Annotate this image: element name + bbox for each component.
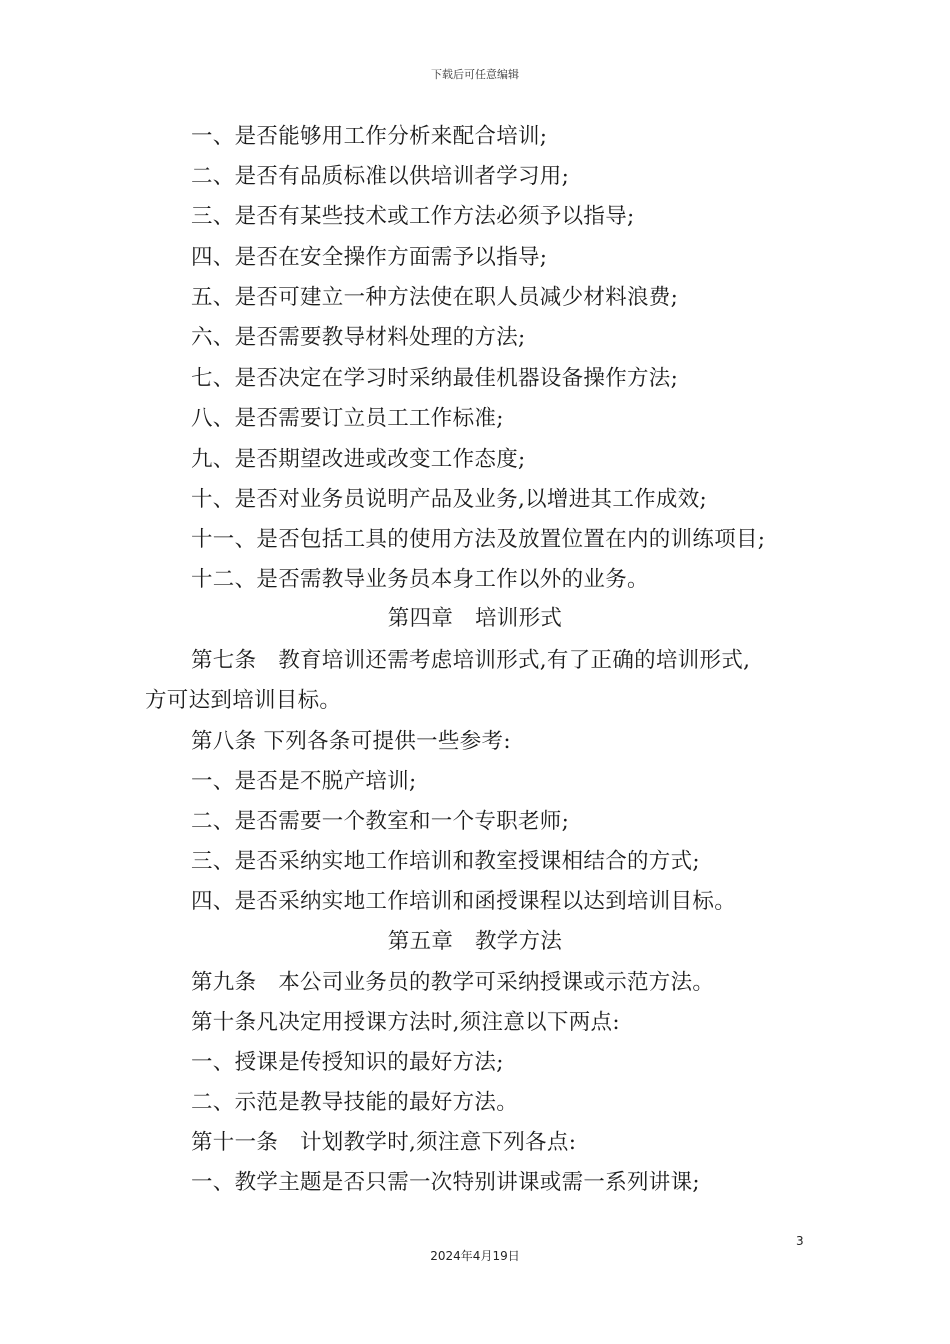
list-item: 二、示范是教导技能的最好方法。 xyxy=(191,1090,519,1115)
article-paragraph: 第十一条 计划教学时,须注意下列各点: xyxy=(191,1130,577,1155)
page-number: 3 xyxy=(796,1234,804,1248)
article-paragraph: 第七条 教育培训还需考虑培训形式,有了正确的培训形式, xyxy=(191,648,751,673)
list-item: 九、是否期望改进或改变工作态度; xyxy=(191,447,526,472)
footer-date: 2024年4月19日 xyxy=(430,1249,520,1263)
article-paragraph: 第八条 下列各条可提供一些参考: xyxy=(191,729,511,754)
list-item: 二、是否需要一个教室和一个专职老师; xyxy=(191,809,570,834)
list-item: 十二、是否需教导业务员本身工作以外的业务。 xyxy=(191,567,649,592)
article-paragraph-continued: 方可达到培训目标。 xyxy=(145,688,342,713)
article-paragraph: 第十条凡决定用授课方法时,须注意以下两点: xyxy=(191,1010,620,1035)
list-item: 二、是否有品质标准以供培训者学习用; xyxy=(191,164,570,189)
list-item: 三、是否采纳实地工作培训和教室授课相结合的方式; xyxy=(191,849,700,874)
list-item: 一、授课是传授知识的最好方法; xyxy=(191,1050,504,1075)
list-item: 七、是否决定在学习时采纳最佳机器设备操作方法; xyxy=(191,366,679,391)
list-item: 八、是否需要订立员工工作标准; xyxy=(191,406,504,431)
list-item: 一、是否能够用工作分析来配合培训; xyxy=(191,124,548,149)
article-paragraph: 第九条 本公司业务员的教学可采纳授课或示范方法。 xyxy=(191,970,715,995)
list-item: 四、是否采纳实地工作培训和函授课程以达到培训目标。 xyxy=(191,889,737,914)
list-item: 五、是否可建立一种方法使在职人员减少材料浪费; xyxy=(191,285,679,310)
list-item: 一、教学主题是否只需一次特别讲课或需一系列讲课; xyxy=(191,1170,700,1195)
page-header: 下载后可任意编辑 xyxy=(431,68,519,81)
chapter-heading: 第五章 教学方法 xyxy=(387,929,563,954)
list-item: 十、是否对业务员说明产品及业务,以增进其工作成效; xyxy=(191,487,708,512)
list-item: 四、是否在安全操作方面需予以指导; xyxy=(191,245,548,270)
list-item: 十一、是否包括工具的使用方法及放置位置在内的训练项目; xyxy=(191,527,766,552)
chapter-heading: 第四章 培训形式 xyxy=(387,606,563,631)
list-item: 三、是否有某些技术或工作方法必须予以指导; xyxy=(191,204,635,229)
list-item: 六、是否需要教导材料处理的方法; xyxy=(191,325,526,350)
list-item: 一、是否是不脱产培训; xyxy=(191,769,417,794)
